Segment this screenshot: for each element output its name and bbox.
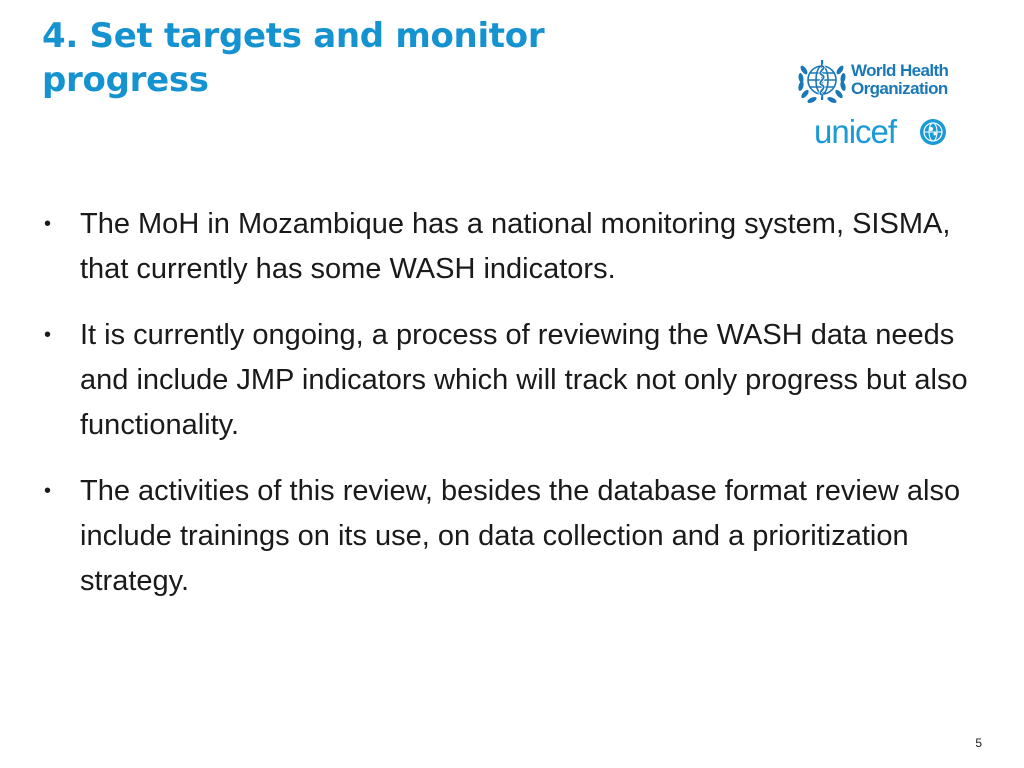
who-logo-text: [851, 62, 948, 98]
bullet-list: [42, 202, 992, 625]
page-number: 5: [975, 736, 982, 750]
bullet-item: [42, 202, 992, 292]
slide-title: 4. Set targets and monitor progress: [42, 16, 545, 100]
unicef-logo-text: unicef: [814, 113, 897, 150]
bullet-marker: •: [44, 213, 52, 235]
who-emblem-icon: [796, 54, 848, 106]
bullet-marker: •: [44, 324, 52, 346]
unicef-emblem-icon: [917, 116, 949, 148]
unicef-logo: [814, 112, 954, 152]
bullet-item: [42, 313, 992, 448]
bullet-marker: •: [44, 480, 52, 502]
bullet-text: It is currently ongoing, a process of reviewing the WASH data needs and include JMP indicators which will track not only progress but also functionality.: [80, 319, 968, 441]
who-logo-line1: World Health: [851, 61, 949, 80]
bullet-text: The MoH in Mozambique has a national monitoring system, SISMA, that currently has some WASH indicators.: [80, 208, 951, 285]
partner-logos: [796, 52, 956, 162]
bullet-text: The activities of this review, besides the database format review also include trainings on its use, on data collection and a prioritization strategy.: [80, 475, 961, 597]
who-logo-line2: Organization: [851, 79, 948, 98]
who-logo: [796, 54, 956, 108]
bullet-item: [42, 469, 992, 604]
